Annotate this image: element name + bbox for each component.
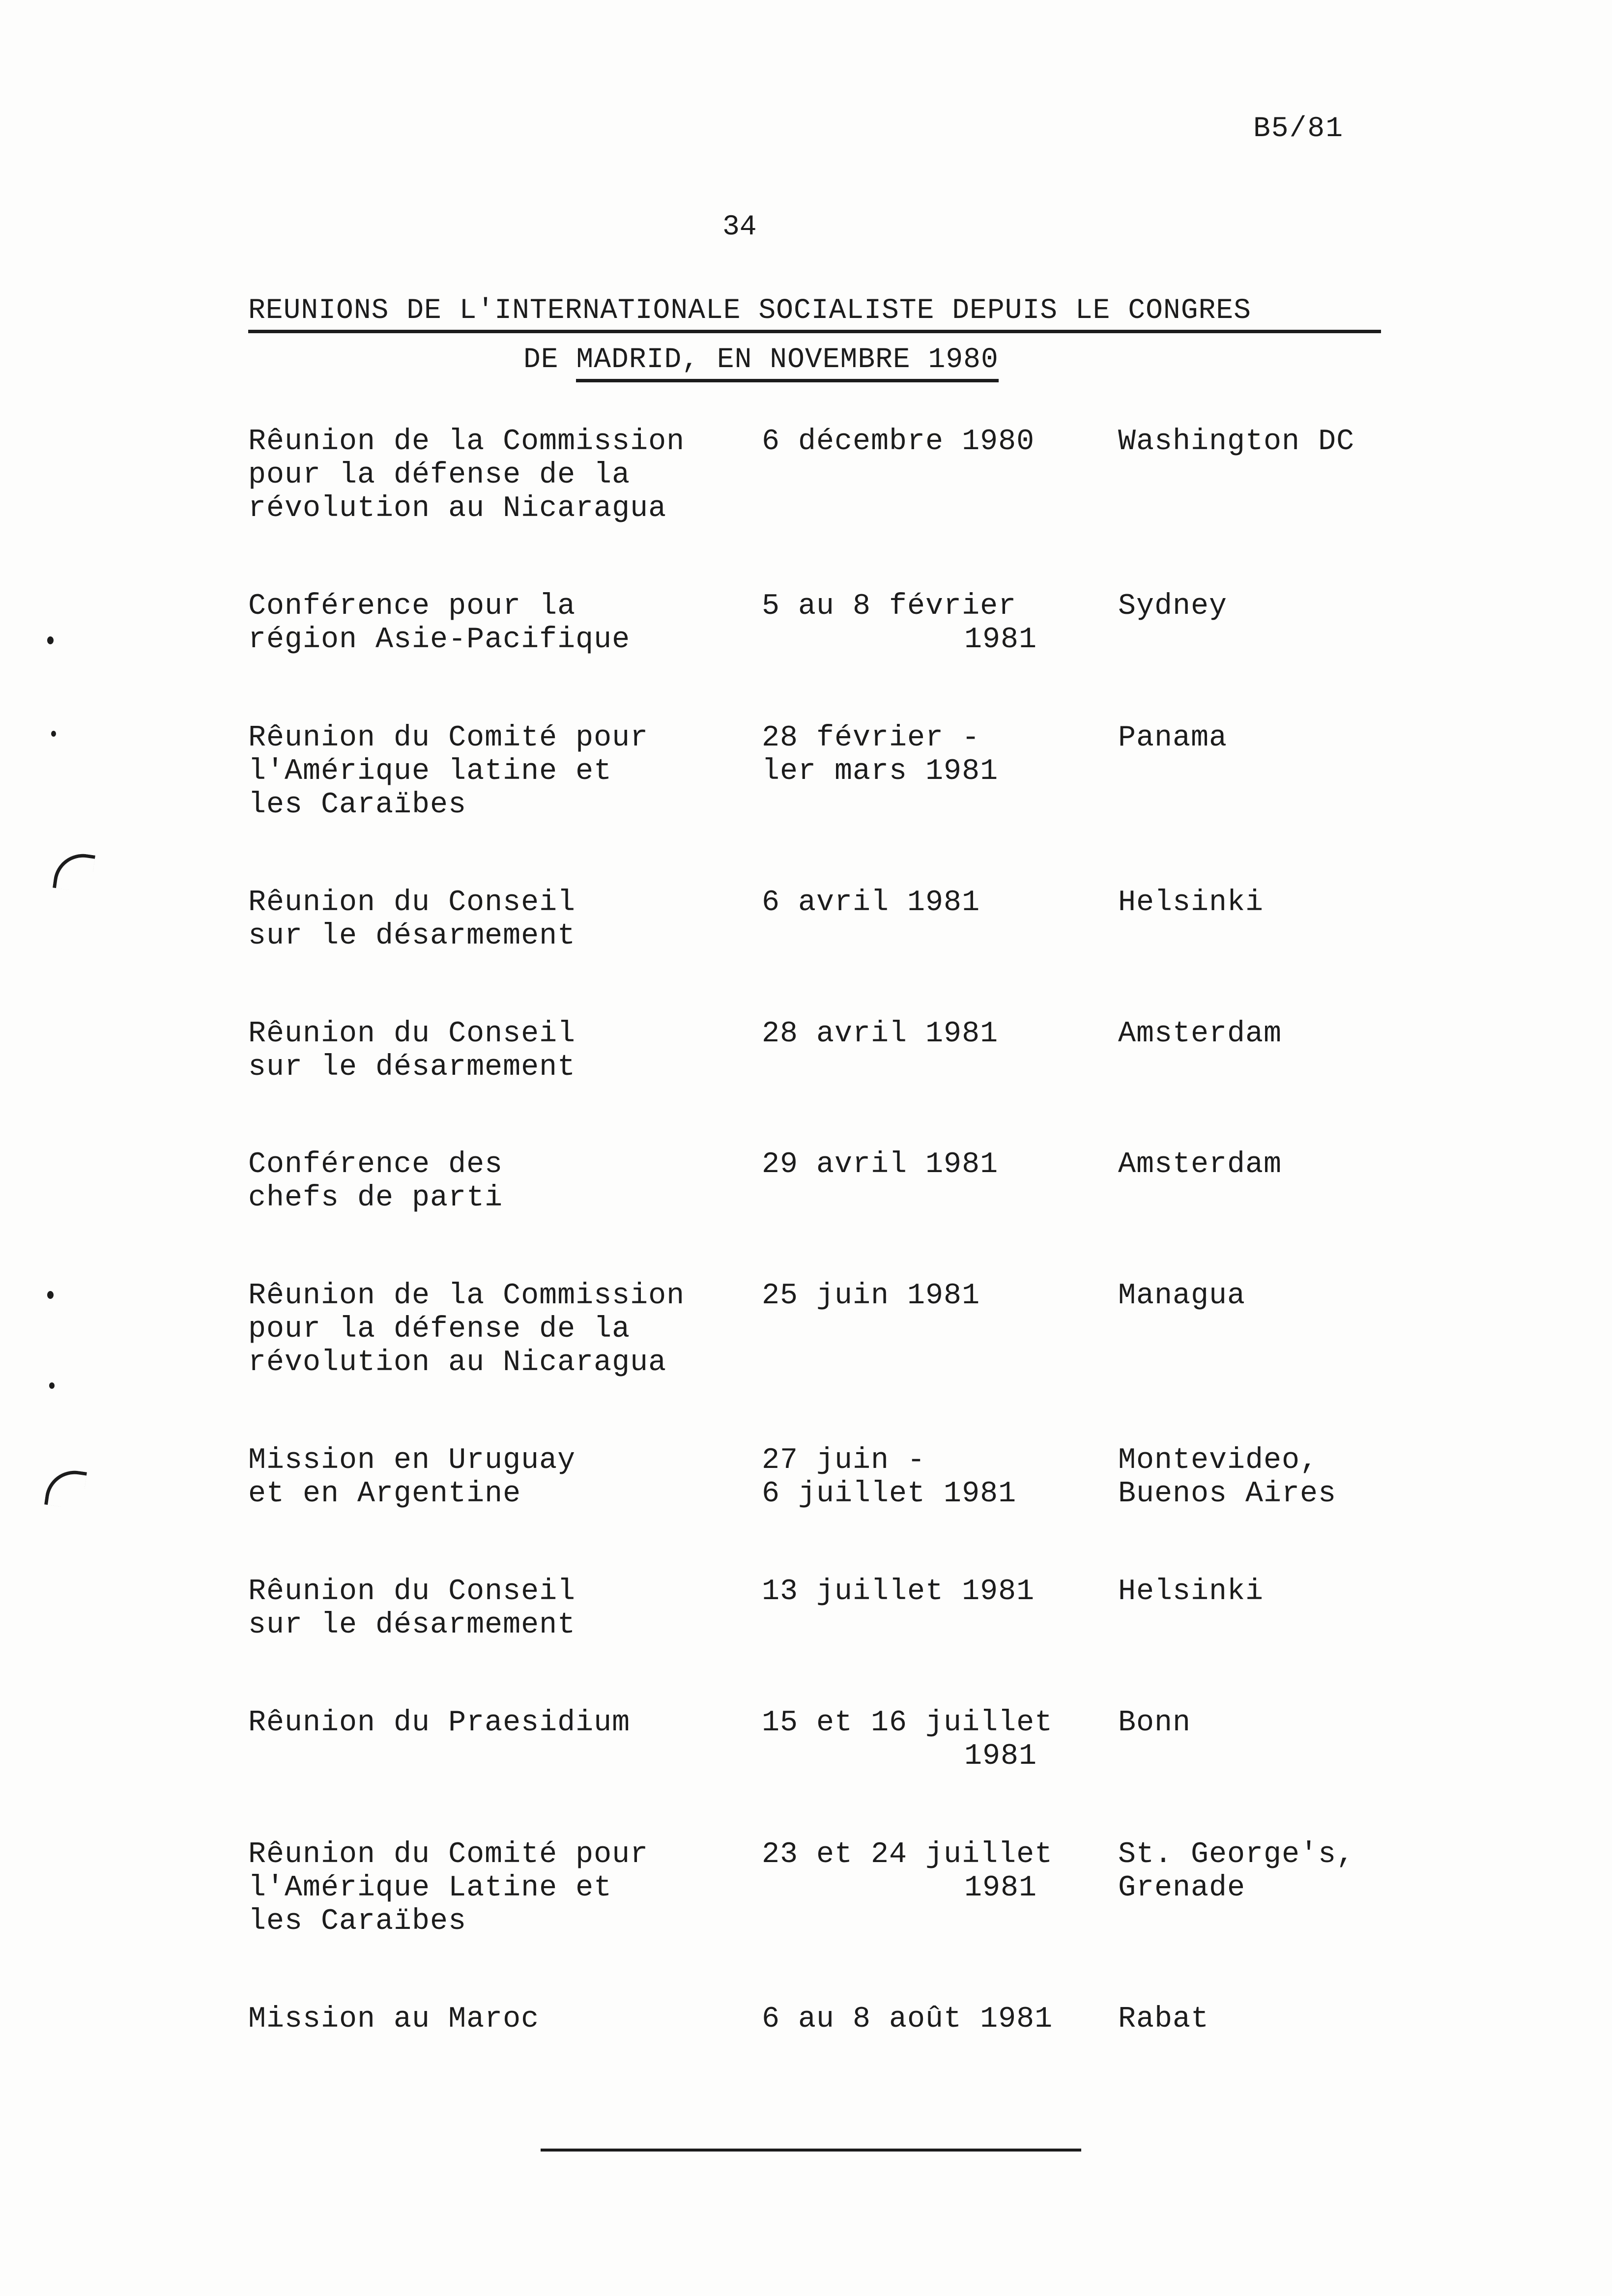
punch-hole-mark <box>49 1382 55 1389</box>
meeting-event: Rêunion de la Commission pour la défense de la révolution au Nicaragua <box>248 1279 685 1379</box>
meeting-date <box>762 721 1081 788</box>
meeting-date <box>762 425 1081 459</box>
meeting-date <box>762 2003 1081 2036</box>
meeting-date-line1: 27 juin - 6 juillet 1981 <box>762 1444 1017 1511</box>
meeting-place: Amsterdam <box>1118 1148 1282 1181</box>
meeting-place: Rabat <box>1118 2003 1209 2036</box>
meeting-date <box>762 1706 1081 1773</box>
meeting-place: Amsterdam <box>1118 1017 1282 1051</box>
document-title-line1: REUNIONS DE L'INTERNATIONALE SOCIALISTE DEPUIS LE CONGRES <box>248 295 1381 333</box>
meeting-date-line1: 28 février - ler mars 1981 <box>762 721 999 788</box>
meeting-date-line1: 29 avril 1981 <box>762 1148 999 1181</box>
meeting-date-line1: 25 juin 1981 <box>762 1279 980 1313</box>
meeting-event: Rêunion du Praesidium <box>248 1706 631 1740</box>
meeting-place: Helsinki <box>1118 886 1264 919</box>
punch-hole-mark <box>47 636 54 644</box>
meeting-place: Helsinki <box>1118 1575 1264 1608</box>
meeting-event: Rêunion du Comité pour l'Amérique latine et les Caraïbes <box>248 721 649 822</box>
meeting-date <box>762 1444 1081 1511</box>
meeting-place: St. George's, Grenade <box>1118 1838 1355 1905</box>
meeting-date <box>762 886 1081 919</box>
meeting-date-line1: 15 et 16 juillet <box>762 1706 1053 1740</box>
meeting-event: Rêunion du Conseil sur le désarmement <box>248 1017 576 1084</box>
meeting-event: Conférence pour la région Asie-Pacifique <box>248 590 631 657</box>
meeting-event: Rêunion du Conseil sur le désarmement <box>248 886 576 953</box>
meeting-event: Mission en Uruguay et en Argentine <box>248 1444 576 1511</box>
meeting-date-line1: 13 juillet 1981 <box>762 1575 1035 1608</box>
meeting-place: Montevideo, Buenos Aires <box>1118 1444 1337 1511</box>
meeting-place: Sydney <box>1118 590 1228 623</box>
meeting-date-line2: 1981 <box>964 623 1037 657</box>
meeting-event: Rêunion du Conseil sur le désarmement <box>248 1575 576 1642</box>
meeting-date-line1: 28 avril 1981 <box>762 1017 999 1051</box>
meeting-date <box>762 1017 1081 1051</box>
meeting-place: Managua <box>1118 1279 1246 1313</box>
document-title-line2 <box>523 344 999 376</box>
meeting-date-line1: 5 au 8 février <box>762 590 1017 623</box>
meeting-date-line1: 6 avril 1981 <box>762 886 980 919</box>
meeting-date-line1: 6 au 8 août 1981 <box>762 2003 1053 2036</box>
meeting-date-line1: 23 et 24 juillet <box>762 1838 1053 1871</box>
meeting-date <box>762 1838 1081 1905</box>
meeting-date-line1: 6 décembre 1980 <box>762 425 1035 459</box>
punch-hole-mark <box>51 731 56 737</box>
page-number: 34 <box>722 211 757 243</box>
meeting-date <box>762 590 1081 657</box>
meeting-date-line2: 1981 <box>964 1740 1037 1773</box>
binding-mark <box>44 1467 87 1510</box>
title-line2-prefix: DE <box>523 344 576 376</box>
meeting-place: Panama <box>1118 721 1228 755</box>
document-reference: B5/81 <box>1253 113 1344 145</box>
closing-rule <box>541 2149 1081 2152</box>
punch-hole-mark <box>47 1291 54 1299</box>
meeting-date <box>762 1148 1081 1181</box>
meeting-date-line2: 1981 <box>964 1871 1037 1905</box>
meeting-event: Mission au Maroc <box>248 2003 540 2036</box>
meeting-event: Rêunion de la Commission pour la défense de la révolution au Nicaragua <box>248 425 685 525</box>
meeting-event: Rêunion du Comité pour l'Amérique Latine et les Caraïbes <box>248 1838 649 1938</box>
binding-mark <box>53 850 95 893</box>
meeting-date <box>762 1279 1081 1313</box>
meeting-place: Washington DC <box>1118 425 1355 459</box>
meeting-event: Conférence des chefs de parti <box>248 1148 503 1215</box>
meeting-date <box>762 1575 1081 1608</box>
title-line2-underlined: MADRID, EN NOVEMBRE 1980 <box>576 344 998 382</box>
meeting-place: Bonn <box>1118 1706 1191 1740</box>
